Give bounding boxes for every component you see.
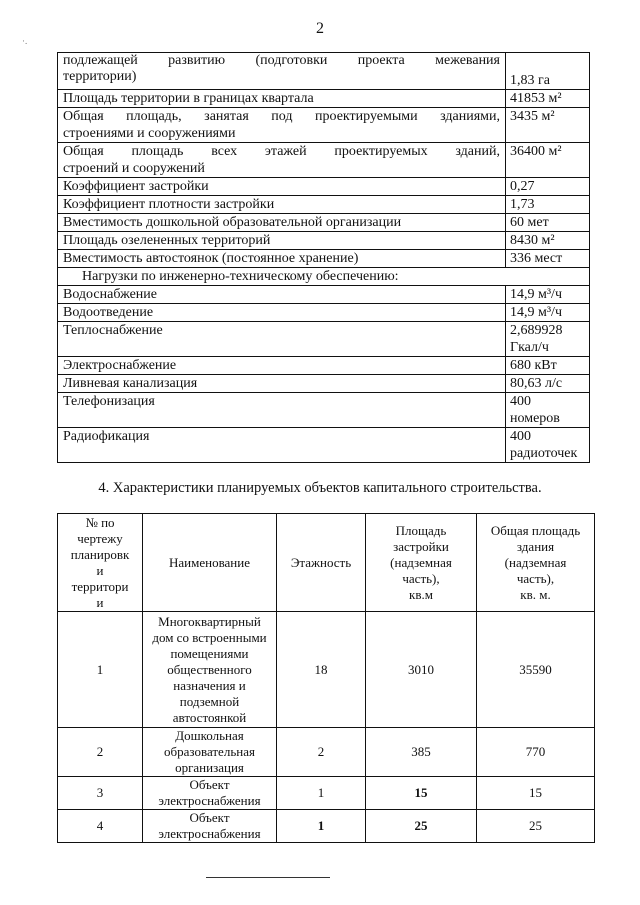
header-footprint (366, 514, 477, 612)
label-line: Общая площадь всех этажей проектируемых зданий, (63, 144, 500, 159)
table-row (58, 214, 590, 232)
label-line: территории) (63, 69, 137, 84)
row-label: Теплоснабжение (58, 322, 506, 357)
row-label: Телефонизация (58, 393, 506, 428)
cell-total-area: 770 (477, 728, 595, 777)
table-row (58, 108, 590, 143)
header-line: (надземная (390, 554, 452, 570)
header-line: Площадь (395, 522, 447, 538)
cell-floors: 1 (277, 777, 366, 810)
header-line: территори (71, 578, 129, 594)
cell-footprint: 3010 (366, 612, 477, 728)
row-value: 60 мет (506, 214, 590, 232)
corner-mark: ·. (22, 36, 28, 46)
objects-table (57, 513, 595, 843)
name-line: автостоянкой (172, 709, 247, 725)
header-line: Общая площадь (490, 522, 581, 538)
header-line: и (96, 562, 104, 578)
header-line: застройки (393, 538, 449, 554)
cell-number: 3 (58, 777, 143, 810)
table-row (58, 777, 595, 810)
row-value: 3435 м² (506, 108, 590, 143)
name-line: общественного (167, 661, 252, 677)
row-label: Водоснабжение (58, 286, 506, 304)
row-label: Электроснабжение (58, 357, 506, 375)
row-value: 0,27 (506, 178, 590, 196)
row-value: 80,63 л/с (506, 375, 590, 393)
cell-number: 1 (58, 612, 143, 728)
name-line: Многоквартирный (158, 613, 261, 629)
row-value (506, 393, 590, 428)
label-line: подлежащей развитию (подготовки проекта межевания (63, 53, 500, 68)
row-value (506, 322, 590, 357)
cell-footprint: 385 (366, 728, 477, 777)
cell-name (143, 728, 277, 777)
header-name (143, 514, 277, 612)
name-line: Объект (189, 777, 230, 792)
row-value: 41853 м² (506, 90, 590, 108)
row-value (506, 428, 590, 463)
header-line: часть), (402, 570, 440, 586)
header-floors (277, 514, 366, 612)
table-row (58, 322, 590, 357)
value-line: номеров (510, 411, 560, 426)
header-total-area (477, 514, 595, 612)
name-line: Объект (189, 810, 230, 825)
section-4-heading: 4. Характеристики планируемых объектов капитального строительства. (98, 480, 542, 496)
cell-footprint: 25 (366, 810, 477, 843)
engineering-section-title: Нагрузки по инженерно-техническому обеспечению: (58, 268, 590, 286)
summary-table (57, 52, 590, 463)
name-line: подземной (179, 693, 240, 709)
table-row (58, 250, 590, 268)
row-label: Вместимость автостоянок (постоянное хранение) (58, 250, 506, 268)
row-label: Площадь территории в границах квартала (58, 90, 506, 108)
name-line: Дошкольная (175, 728, 244, 743)
header-line: планировк (70, 546, 130, 562)
cell-floors: 1 (277, 810, 366, 843)
value-line: Гкал/ч (510, 340, 549, 355)
cell-name (143, 777, 277, 810)
table-row (58, 428, 590, 463)
header-line: и (96, 594, 104, 610)
value-line: 400 (510, 429, 531, 444)
row-value: 14,9 м³/ч (506, 304, 590, 322)
header-line: чертежу (77, 530, 123, 546)
table-row (58, 286, 590, 304)
table-row (58, 143, 590, 178)
table-row (58, 612, 595, 728)
cell-floors: 18 (277, 612, 366, 728)
header-line: Наименование (169, 554, 250, 570)
table-row (58, 53, 590, 90)
row-value: 14,9 м³/ч (506, 286, 590, 304)
header-number (58, 514, 143, 612)
table-row (58, 393, 590, 428)
table-header-row (58, 514, 595, 612)
name-line: электроснабжения (158, 826, 261, 841)
table-row (58, 357, 590, 375)
row-label: Коэффициент застройки (58, 178, 506, 196)
row-label: Коэффициент плотности застройки (58, 196, 506, 214)
row-label: Вместимость дошкольной образовательной организации (58, 214, 506, 232)
row-value: 336 мест (506, 250, 590, 268)
footer-divider (206, 877, 330, 878)
row-label: Радиофикация (58, 428, 506, 463)
cell-name (143, 612, 277, 728)
header-line: Этажность (290, 554, 352, 570)
header-line: кв.м (409, 586, 433, 602)
label-line: строениями и сооружениями (63, 126, 236, 141)
table-row (58, 90, 590, 108)
row-label: Ливневая канализация (58, 375, 506, 393)
cell-name (143, 810, 277, 843)
cell-total-area: 15 (477, 777, 595, 810)
cell-footprint: 15 (366, 777, 477, 810)
row-label (58, 108, 506, 143)
row-value: 8430 м² (506, 232, 590, 250)
row-label: Водоотведение (58, 304, 506, 322)
table-row (58, 232, 590, 250)
cell-number: 2 (58, 728, 143, 777)
row-value: 680 кВт (506, 357, 590, 375)
row-value: 1,83 га (506, 53, 590, 90)
value-line: 2,689928 (510, 323, 563, 338)
cell-total-area: 35590 (477, 612, 595, 728)
table-row (58, 178, 590, 196)
name-line: назначения и (173, 677, 246, 693)
table-row (58, 196, 590, 214)
table-row (58, 810, 595, 843)
header-line: (надземная (504, 554, 567, 570)
row-label (58, 53, 506, 90)
cell-floors: 2 (277, 728, 366, 777)
name-line: помещениями (170, 645, 249, 661)
table-row (58, 375, 590, 393)
name-line: организация (175, 760, 244, 775)
name-line: дом со встроенными (152, 629, 267, 645)
label-line: строений и сооружений (63, 161, 205, 176)
value-line: радиоточек (510, 446, 578, 461)
table-row (58, 728, 595, 777)
label-line: Общая площадь, занятая под проектируемыми зданиями, (63, 109, 500, 124)
name-line: образовательная (164, 744, 255, 759)
header-line: часть), (516, 570, 555, 586)
table-row (58, 304, 590, 322)
name-line: электроснабжения (158, 793, 261, 808)
row-label (58, 143, 506, 178)
row-value: 1,73 (506, 196, 590, 214)
header-line: кв. м. (520, 586, 551, 602)
header-line: № по (85, 514, 115, 530)
row-value: 36400 м² (506, 143, 590, 178)
row-label: Площадь озелененных территорий (58, 232, 506, 250)
cell-number: 4 (58, 810, 143, 843)
value-line: 400 (510, 394, 531, 409)
cell-total-area: 25 (477, 810, 595, 843)
page-number: 2 (316, 20, 324, 37)
header-line: здания (516, 538, 555, 554)
section-row (58, 268, 590, 286)
